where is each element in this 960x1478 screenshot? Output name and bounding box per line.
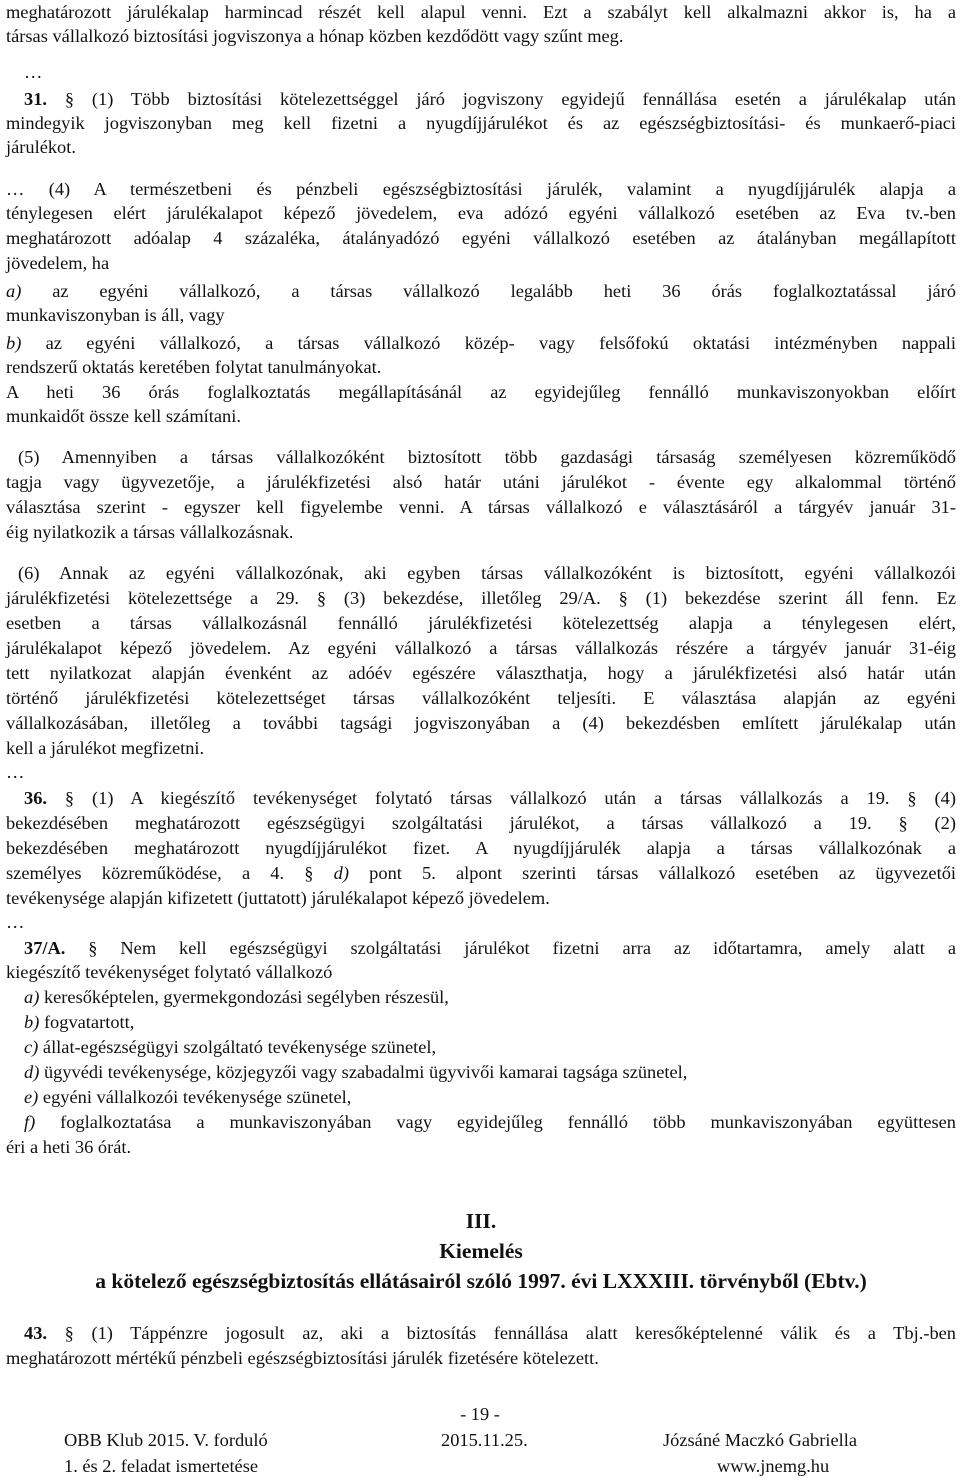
text: (1) A kiegészítő tevékenységet folytató társas vállalkozó után a társas vállalkozás a 19. § (4) xyxy=(92,788,956,808)
list-item xyxy=(24,1085,956,1109)
footer-author: Józsáné Maczkó Gabriella xyxy=(663,1430,858,1450)
list-label: c) xyxy=(24,1037,39,1057)
ellipsis: … xyxy=(6,762,25,782)
text-line: bekezdésében meghatározott nyugdíjjárulékot fizet. A nyugdíjjárulék alapja a társas vállalkozónak a xyxy=(6,838,956,858)
text: foglalkoztatása a munkaviszonyában vagy egyidejűleg fennálló több munkaviszonyában együttesen xyxy=(60,1112,956,1132)
text: állat-egészségügyi szolgáltató tevékenysége szünetel, xyxy=(42,1037,437,1057)
text-line: (5) Amennyiben a társas vállalkozóként biztosított több gazdasági társaság személyesen közreműködő xyxy=(18,447,956,467)
list-item-a xyxy=(6,279,956,303)
section-number: 37/A. xyxy=(24,938,66,958)
text-line: választása szerint - egyszer kell figyelembe venni. A társas vállalkozó e választásáról a tárgyév január 31- xyxy=(6,497,956,517)
text-line: történő járulékfizetési kötelezettséget társas vállalkozóként teljesíti. E választása alapján az egyéni xyxy=(6,688,956,708)
text-line: társas vállalkozó biztosítási jogviszonya a hónap közben kezdődött vagy szűnt meg. xyxy=(6,26,624,46)
chapter-title: Kiemelés xyxy=(439,1239,523,1263)
text-line: A heti 36 órás foglalkoztatás megállapításánál az egyidejűleg fennálló munkaviszonyokban előírt xyxy=(6,382,956,402)
list-item-b xyxy=(6,331,956,355)
text-line: munkaviszonyban is áll, vagy xyxy=(6,305,225,325)
text-line: munkaidőt össze kell számítani. xyxy=(6,406,241,426)
list-label: b) xyxy=(24,1012,40,1032)
text-line: járulékot. xyxy=(6,137,76,157)
text-line: éig nyilatkozik a társas vállalkozásnak. xyxy=(6,522,294,542)
list-label: e) xyxy=(24,1087,39,1107)
footer-date: 2015.11.25. xyxy=(441,1430,528,1450)
list-item xyxy=(24,1035,956,1059)
footer-left-line-2: 1. és 2. feladat ismertetése xyxy=(64,1456,259,1476)
list-label: a) xyxy=(24,987,40,1007)
section-36-first-line xyxy=(24,786,956,810)
text-line: éri a heti 36 órát. xyxy=(6,1137,132,1157)
text: az egyéni vállalkozó, a társas vállalkozó legalább heti 36 órás foglalkoztatással járó xyxy=(52,281,956,301)
text-line: rendszerű oktatás keretében folytat tanulmányokat. xyxy=(6,357,382,377)
text-line: vállalkozásában, illetőleg a további tagsági jogviszonyában a (4) bekezdésben említett járulékalap után xyxy=(6,713,956,733)
text-line: meghatározott adóalap 4 százaléka, átalányadózó egyéni vállalkozó esetében az átalányban megállapított xyxy=(6,228,956,248)
list-label: f) xyxy=(24,1112,36,1132)
paragraph-sign: § xyxy=(64,89,75,109)
section-number: 31. xyxy=(24,89,47,109)
section-31-4-first-line xyxy=(6,177,956,201)
text: (4) A természetbeni és pénzbeli egészségbiztosítási járulék, valamint a nyugdíjjárulék alapja a xyxy=(48,179,956,199)
text: pont 5. alpont szerinti társas vállalkozó esetében az ügyvezetői xyxy=(369,863,956,883)
text-line: tagja vagy ügyvezetője, a járulékfizetési alsó határ utáni járulékot - évente egy alkalommal történő xyxy=(6,472,956,492)
list-item xyxy=(24,1010,956,1034)
list-label: a) xyxy=(6,281,22,301)
list-label: b) xyxy=(6,333,22,353)
list-item xyxy=(24,1060,956,1084)
section-number: 43. xyxy=(24,1323,47,1343)
section-37a-first-line xyxy=(24,936,956,960)
text-line: tett nyilatkozat alapján évenként az adóév egészére választhatja, hogy a járulékfizetési alsó határ után xyxy=(6,663,956,683)
paragraph-sign: § xyxy=(64,1323,74,1343)
text-line: meghatározott járulékalap harmincad részét kell alapul venni. Ezt a szabályt kell alkalmazni akkor is, ha a xyxy=(6,2,956,22)
text-line: esetben a társas vállalkozásnál fennálló járulékfizetési kötelezettség alapja a ténylegesen elért, xyxy=(6,613,956,633)
chapter-number: III. xyxy=(465,1209,497,1233)
text: Nem kell egészségügyi szolgáltatási járulékot fizetni arra az időtartamra, amely alatt a xyxy=(120,938,956,958)
text-line: kiegészítő tevékenységet folytató vállalkozó xyxy=(6,962,333,982)
text-line: kell a járulékot megfizetni. xyxy=(6,738,205,758)
chapter-subtitle: a kötelező egészségbiztosítás ellátásairól szóló 1997. évi LXXXIII. törvényből (Ebtv.) xyxy=(95,1269,867,1293)
section-number: 36. xyxy=(24,788,47,808)
text: az egyéni vállalkozó, a társas vállalkozó közép- vagy felsőfokú oktatási intézményben nappali xyxy=(45,333,956,353)
text-line: mindegyik jogviszonyban meg kell fizetni a nyugdíjjárulékot és az egészségbiztosítási- és munkaerő-piaci xyxy=(6,113,956,133)
text-line: (6) Annak az egyéni vállalkozónak, aki egyben társas vállalkozóként is biztosított, egyéni vállalkozói xyxy=(18,563,956,583)
paragraph-sign: § xyxy=(88,938,98,958)
text: személyes közreműködése, a 4. § xyxy=(6,863,314,883)
text-line: jövedelem, ha xyxy=(6,253,110,273)
list-label: d) xyxy=(333,863,349,883)
list-label: d) xyxy=(24,1062,40,1082)
text: (1) Több biztosítási kötelezettséggel járó jogviszony egyidejű fennállása esetén a járulékalap után xyxy=(91,89,956,109)
footer-left-line-1: OBB Klub 2015. V. forduló xyxy=(64,1430,268,1450)
text: keresőképtelen, gyermekgondozási segélyben részesül, xyxy=(43,987,449,1007)
ellipsis: … xyxy=(6,912,25,932)
text-line: járulékalapot képező jövedelem. Az egyéni vállalkozó a társas vállalkozás részére a tárgyév január 31-éig xyxy=(6,638,956,658)
ellipsis: … xyxy=(6,179,25,199)
text-line: bekezdésében meghatározott egészségügyi szolgáltatási járulékot, a társas vállalkozó a 19. § (2) xyxy=(6,813,956,833)
text-line: járulékfizetési kötelezettsége a 29. § (3) bekezdése, illetőleg 29/A. § (1) bekezdése szerint áll fenn. Ez xyxy=(6,588,956,608)
page-number: - 19 - xyxy=(460,1404,500,1424)
paragraph-sign: § xyxy=(64,788,75,808)
text-line xyxy=(6,861,956,885)
text-line: tevékenysége alapján kifizetett (juttatott) járulékalapot képező jövedelem. xyxy=(6,888,550,908)
section-43-first-line xyxy=(24,1321,956,1345)
list-item xyxy=(24,1110,956,1134)
footer-website: www.jnemg.hu xyxy=(717,1456,830,1476)
text: egyéni vállalkozói tevékenysége szünetel, xyxy=(42,1087,352,1107)
text: ügyvédi tevékenysége, közjegyzői vagy szabadalmi ügyvivői kamarai tagsága szünetel, xyxy=(43,1062,688,1082)
list-item xyxy=(24,985,956,1009)
text: fogvatartott, xyxy=(43,1012,135,1032)
text: (1) Táppénzre jogosult az, aki a biztosítás fennállása alatt keresőképtelenné válik és a Tbj.-ben xyxy=(91,1323,956,1343)
text-line: ténylegesen elért járulékalapot képező jövedelem, eva adózó egyéni vállalkozó esetében az Eva tv.-ben xyxy=(6,203,956,223)
ellipsis: … xyxy=(24,62,43,82)
text-line: meghatározott mértékű pénzbeli egészségbiztosítási járulék fizetésére kötelezett. xyxy=(6,1348,599,1368)
section-31-first-line xyxy=(24,87,956,111)
